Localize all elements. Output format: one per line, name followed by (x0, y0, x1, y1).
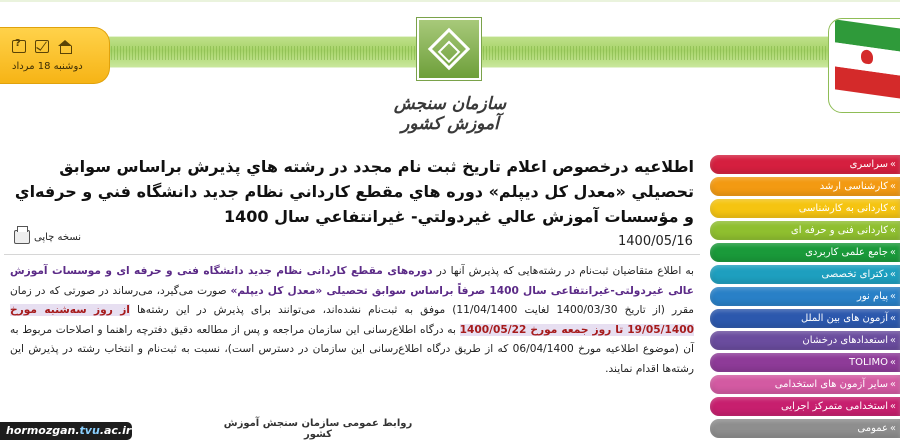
sidebar-item-label: کاردانی فنی و حرفه ای (790, 225, 888, 236)
sidebar-item-other-employment[interactable] (710, 375, 900, 394)
organization-logo-text: سازمان سنجش آموزش کشور (393, 94, 507, 134)
watermark-part-1: hormozgan. (6, 424, 80, 437)
watermark-part-3: .ac.ir (99, 424, 132, 437)
sidebar-item-label: سایر آزمون های استخدامی (774, 379, 888, 390)
sidebar-item-label: استخدامی متمرکز اجرایی (780, 401, 888, 412)
sidebar-item-payame-noor[interactable] (710, 287, 900, 306)
body-highlight-dates: از روز سه‌شنبه مورخ 19/05/1400 تا روز جمعه مورخ 1400/05/22 (10, 304, 694, 336)
sidebar-item-label: پیام نور (857, 291, 888, 302)
header-shortcut-icons (12, 40, 72, 53)
mail-icon[interactable] (35, 40, 49, 53)
sidebar-item-tolimo[interactable] (710, 353, 900, 372)
sidebar-item-label: کاردانی به کارشناسی (798, 203, 888, 214)
body-part-5: به درگاه اطلاع‌رسانی این سازمان مراجعه و پس از مطالعه دقیق دفترچه راهنما و اصلاحات مربوط به آن (موضوع اطلاعیه مورخ 06/04/1400 که از طریق درگاه اطلاع‌رسانی این سازمان در دسترس است)، نسبت به ثبت‌نام و انتخاب رشته در پذیرش این رشته‌ها اقدام نمایند. (10, 323, 694, 375)
exam-sidebar-menu (710, 155, 900, 441)
sidebar-item-label: دکترای تخصصی (821, 269, 888, 280)
sidebar-item-international-exams[interactable] (710, 309, 900, 328)
print-label[interactable]: نسخه چاپی (34, 231, 82, 243)
sidebar-item-label: استعدادهای درخشان (802, 335, 888, 346)
current-date: دوشنبه 18 مرداد (12, 61, 83, 72)
sidebar-item-label: عمومی (857, 423, 888, 434)
sidebar-item-associate-to-bachelor[interactable] (710, 199, 900, 218)
sidebar-item-technical-associate[interactable] (710, 221, 900, 240)
sidebar-item-centralized-employment[interactable] (710, 397, 900, 416)
sidebar-item-phd[interactable] (710, 265, 900, 284)
organization-emblem[interactable] (417, 18, 481, 80)
site-watermark (0, 422, 132, 440)
sidebar-item-talents[interactable] (710, 331, 900, 350)
sidebar-item-label: کارشناسی ارشد (819, 181, 888, 192)
article-title: اطلاعيه درخصوص اعلام تاريخ ثبت نام مجدد در رشته هاي پذيرش براساس سوابق تحصيلي «معدل كل ديپلم» دوره هاي مقطع كارداني نظام جديد دانشگاه فني و حرفه‌اي و مؤسسات آموزش عالي غيردولتي- غيرانتفاعي سال 1400 (14, 157, 694, 226)
article-divider (4, 254, 700, 255)
print-link[interactable] (14, 230, 81, 244)
iran-flag-frame (828, 18, 900, 113)
sidebar-item-label: سراسری (849, 159, 888, 170)
article-signature: روابط عمومی سازمان سنجش آموزش کشور (223, 418, 413, 440)
date-panel (0, 27, 110, 84)
sidebar-item-general[interactable] (710, 419, 900, 438)
sidebar-item-sarasari[interactable] (710, 155, 900, 174)
site-header (0, 0, 900, 143)
news-article (4, 150, 700, 448)
body-part-3: صورت می‌گیرد، می‌رساند در صورتی که در زمان مقرر (از تاریخ 1400/03/30 لغایت 11/04/1400) موفق به ثبت‌نام نشده‌اند، می‌توانند برای پذیرش در این رشته‌ها (10, 284, 694, 317)
sidebar-item-masters[interactable] (710, 177, 900, 196)
watermark-part-2: tvu (79, 424, 100, 437)
sidebar-item-label: آزمون های بین الملل (800, 313, 888, 324)
body-part-1: به اطلاع متقاضیان ثبت‌نام در رشته‌هایی که پذیرش آنها در (436, 265, 694, 277)
sidebar-item-label: TOLIMO (849, 357, 888, 368)
header-top-line (0, 0, 900, 2)
sidebar-item-label: جامع علمی کاربردی (805, 247, 888, 258)
article-date: 1400/05/16 (618, 234, 693, 249)
article-body (10, 262, 694, 380)
sidebar-item-applied-science[interactable] (710, 243, 900, 262)
body-part-2: دوره‌های مقطع کاردانی نظام جدید دانشگاه فنی و حرفه ای و موسسات آموزش عالی غیردولتی-غیرانتفاعی سال 1400 صرفاً براساس سوابق تحصیلی «معدل كل ديپلم» (10, 265, 695, 297)
printer-icon[interactable] (14, 230, 30, 244)
home-icon[interactable] (58, 40, 72, 53)
help-icon[interactable] (12, 40, 26, 53)
emblem-pattern (428, 28, 470, 70)
iran-flag-icon (835, 19, 900, 100)
